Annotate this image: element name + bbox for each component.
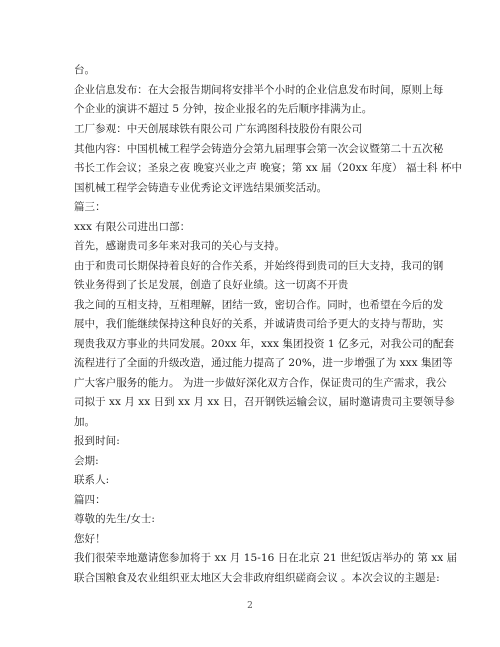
text-line: xxx 有限公司进出口部： — [74, 221, 191, 233]
text-line: 会期: — [74, 455, 99, 467]
text-line: 国机械工程学会铸造专业优秀论文评选结果颁奖活动。 — [74, 182, 328, 194]
text-line: 现贵我双方事业的共同发展。20xx 年，xxx 集团投资 1 亿多元，对我公司的配套 — [74, 338, 455, 350]
text-line: 加。 — [74, 416, 96, 428]
text-line: 流程进行了全面的升级改造，通过能力提高了 20%，进一步增强了为 xxx 集团等 — [74, 357, 453, 369]
section-heading: 篇三： — [74, 201, 106, 213]
text-line: 企业信息发布：在大会报告期间将安排半个小时的企业信息发布时间，原则上每 — [74, 84, 444, 96]
text-line: 尊敬的先生/女士: — [74, 513, 156, 525]
text-line: 我们很荣幸地邀请您参加将于 xx 月 15-16 日在北京 21 世纪饭店举办的 第 xx 届 — [74, 552, 458, 564]
section-heading: 篇四： — [74, 494, 106, 506]
text-line: 展中，我们能继续保持这种良好的关系，并诚请贵司给予更大的支持与帮助，实 — [74, 318, 444, 330]
page-number: 2 — [247, 601, 253, 611]
text-line: 铁业务得到了长足发展，创造了良好业绩。这一切离不开贵 — [74, 279, 349, 291]
text-line: 工厂参观：中天创展球铁有限公司 广东鸿图科技股份有限公司 — [74, 123, 363, 135]
text-line: 我之间的互相支持，互相理解，团结一致，密切合作。同时，也希望在今后的发 — [74, 299, 444, 311]
text-line: 联系人: — [74, 474, 110, 486]
text-line: 个企业的演讲不超过 5 分钟，按企业报名的先后顺序排满为止。 — [74, 103, 373, 115]
text-line: 其他内容：中国机械工程学会铸造分会第九届理事会第一次会议暨第二十五次秘 — [74, 143, 444, 155]
text-line: 司拟于 xx 月 xx 日到 xx 月 xx 日，召开钢铁运输会议，届时邀请贵司主要领导参 — [74, 396, 455, 408]
text-line: 您好！ — [74, 533, 106, 545]
text-line: 联合国粮食及农业组织亚太地区大会非政府组织磋商会议 。本次会议的主题是: — [74, 572, 440, 584]
text-line: 书长工作会议；圣泉之夜 晚宴兴业之声 晚宴；第 xx 届（20xx 年度） 福士科 杯中 — [74, 162, 463, 174]
text-line: 首先，感谢贵司多年来对我司的关心与支持。 — [74, 240, 285, 252]
text-line: 报到时间: — [74, 435, 120, 447]
text-line: 由于和贵司长期保持着良好的合作关系，并始终得到贵司的巨大支持，我司的钢 — [74, 260, 444, 272]
text-line: 广大客户服务的能力。 为进一步做好深化双方合作，保证贵司的生产需求，我公 — [74, 377, 447, 389]
text-line: 台。 — [74, 64, 96, 76]
